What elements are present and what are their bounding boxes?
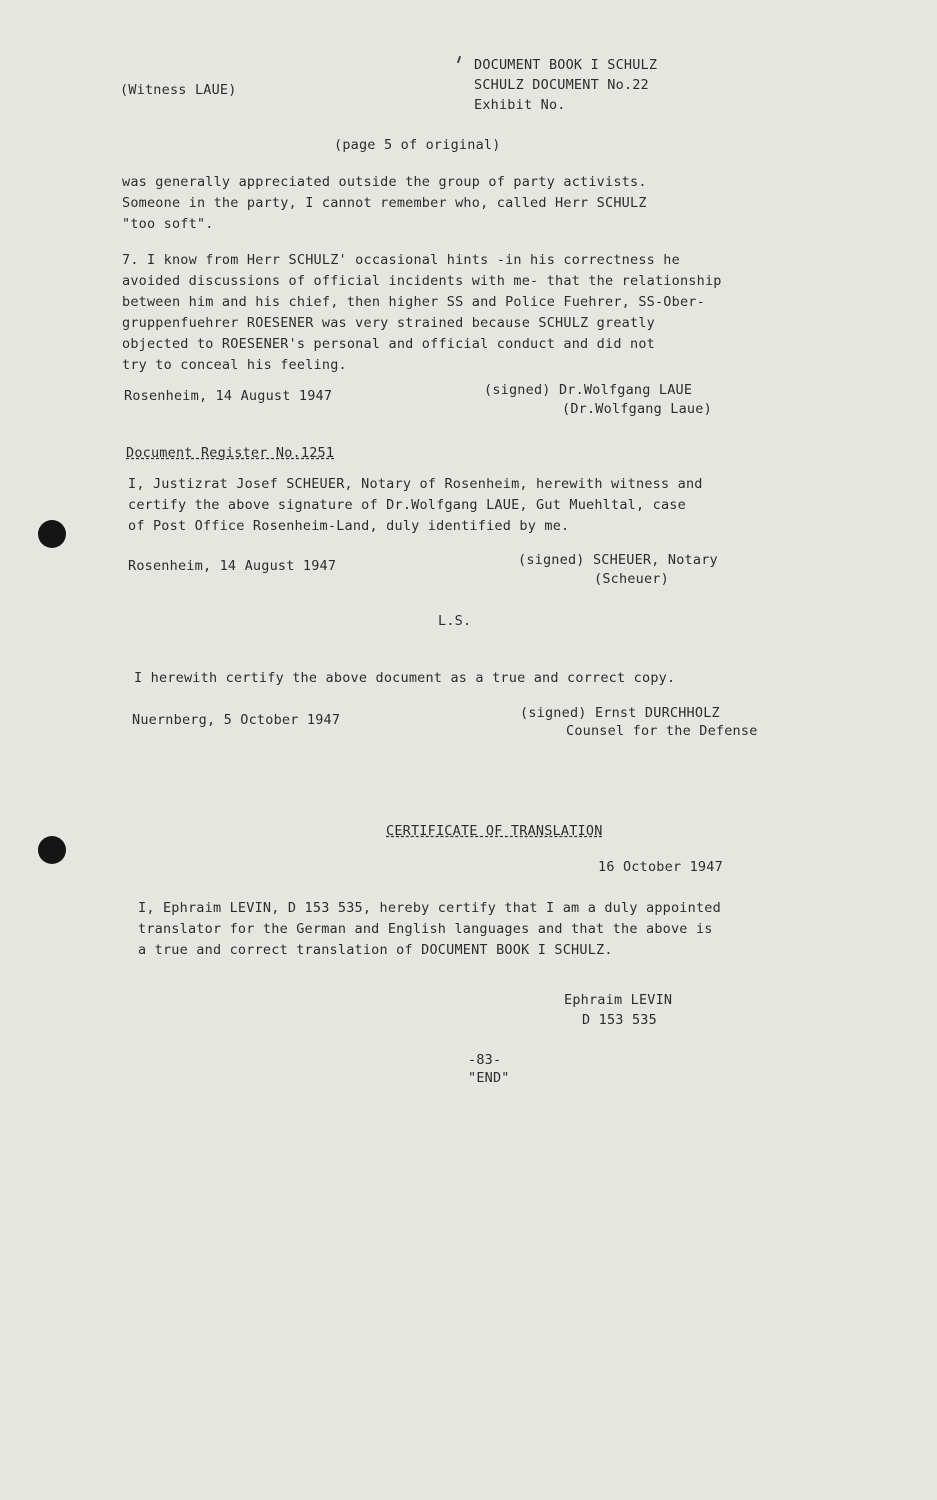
notary-place-date: Rosenheim, 14 August 1947	[128, 558, 337, 574]
exhibit-number: Exhibit No.	[474, 97, 566, 113]
text-line: I, Justizrat Josef SCHEUER, Notary of Rosenheim, herewith witness and	[128, 476, 703, 492]
document-book-label: DOCUMENT BOOK I SCHULZ	[474, 57, 658, 73]
notary-paragraph	[128, 474, 703, 537]
translation-certificate-paragraph	[138, 898, 721, 961]
text-line: of Post Office Rosenheim-Land, duly identified by me.	[128, 518, 570, 534]
page-number: -83-	[468, 1052, 502, 1068]
punch-hole	[38, 520, 66, 548]
certificate-date: 16 October 1947	[598, 859, 723, 875]
counsel-signature: (signed) Ernst DURCHHOLZ	[520, 705, 720, 721]
counsel-role: Counsel for the Defense	[566, 723, 758, 739]
punch-hole	[38, 836, 66, 864]
text-line: I, Ephraim LEVIN, D 153 535, hereby certify that I am a duly appointed	[138, 900, 721, 916]
copy-certification: I herewith certify the above document as a true and correct copy.	[134, 670, 676, 686]
certificate-title: CERTIFICATE OF TRANSLATION	[386, 823, 603, 839]
text-line: gruppenfuehrer ROESENER was very strained because SCHULZ greatly	[122, 315, 655, 331]
notary-signature: (signed) SCHEUER, Notary	[518, 552, 718, 568]
text-line: translator for the German and English languages and that the above is	[138, 921, 713, 937]
text-line: "too soft".	[122, 216, 214, 232]
translator-name: Ephraim LEVIN	[564, 992, 673, 1008]
witness-name: (Dr.Wolfgang Laue)	[562, 401, 712, 417]
document-number: SCHULZ DOCUMENT No.22	[474, 77, 649, 93]
paragraph-7	[122, 250, 722, 376]
witness-signature: (signed) Dr.Wolfgang LAUE	[484, 382, 693, 398]
page-reference: (page 5 of original)	[334, 137, 501, 153]
paragraph-continued	[122, 172, 647, 235]
text-line: Someone in the party, I cannot remember who, called Herr SCHULZ	[122, 195, 647, 211]
notary-name: (Scheuer)	[594, 571, 669, 587]
counsel-place-date: Nuernberg, 5 October 1947	[132, 712, 341, 728]
translator-id: D 153 535	[582, 1012, 657, 1028]
text-line: avoided discussions of official incidents with me- that the relationship	[122, 273, 722, 289]
end-mark: "END"	[468, 1070, 510, 1086]
witness-label: (Witness LAUE)	[120, 82, 237, 98]
text-line: a true and correct translation of DOCUMENT BOOK I SCHULZ.	[138, 942, 613, 958]
pen-mark	[457, 56, 461, 63]
text-line: 7. I know from Herr SCHULZ' occasional hints -in his correctness he	[122, 252, 680, 268]
text-line: objected to ROESENER's personal and official conduct and did not	[122, 336, 655, 352]
text-line: try to conceal his feeling.	[122, 357, 347, 373]
text-line: certify the above signature of Dr.Wolfgang LAUE, Gut Muehltal, case	[128, 497, 686, 513]
document-register: Document Register No.1251	[126, 445, 335, 461]
witness-place-date: Rosenheim, 14 August 1947	[124, 388, 333, 404]
text-line: between him and his chief, then higher SS and Police Fuehrer, SS-Ober-	[122, 294, 705, 310]
locus-sigilli: L.S.	[438, 613, 472, 629]
text-line: was generally appreciated outside the group of party activists.	[122, 174, 647, 190]
